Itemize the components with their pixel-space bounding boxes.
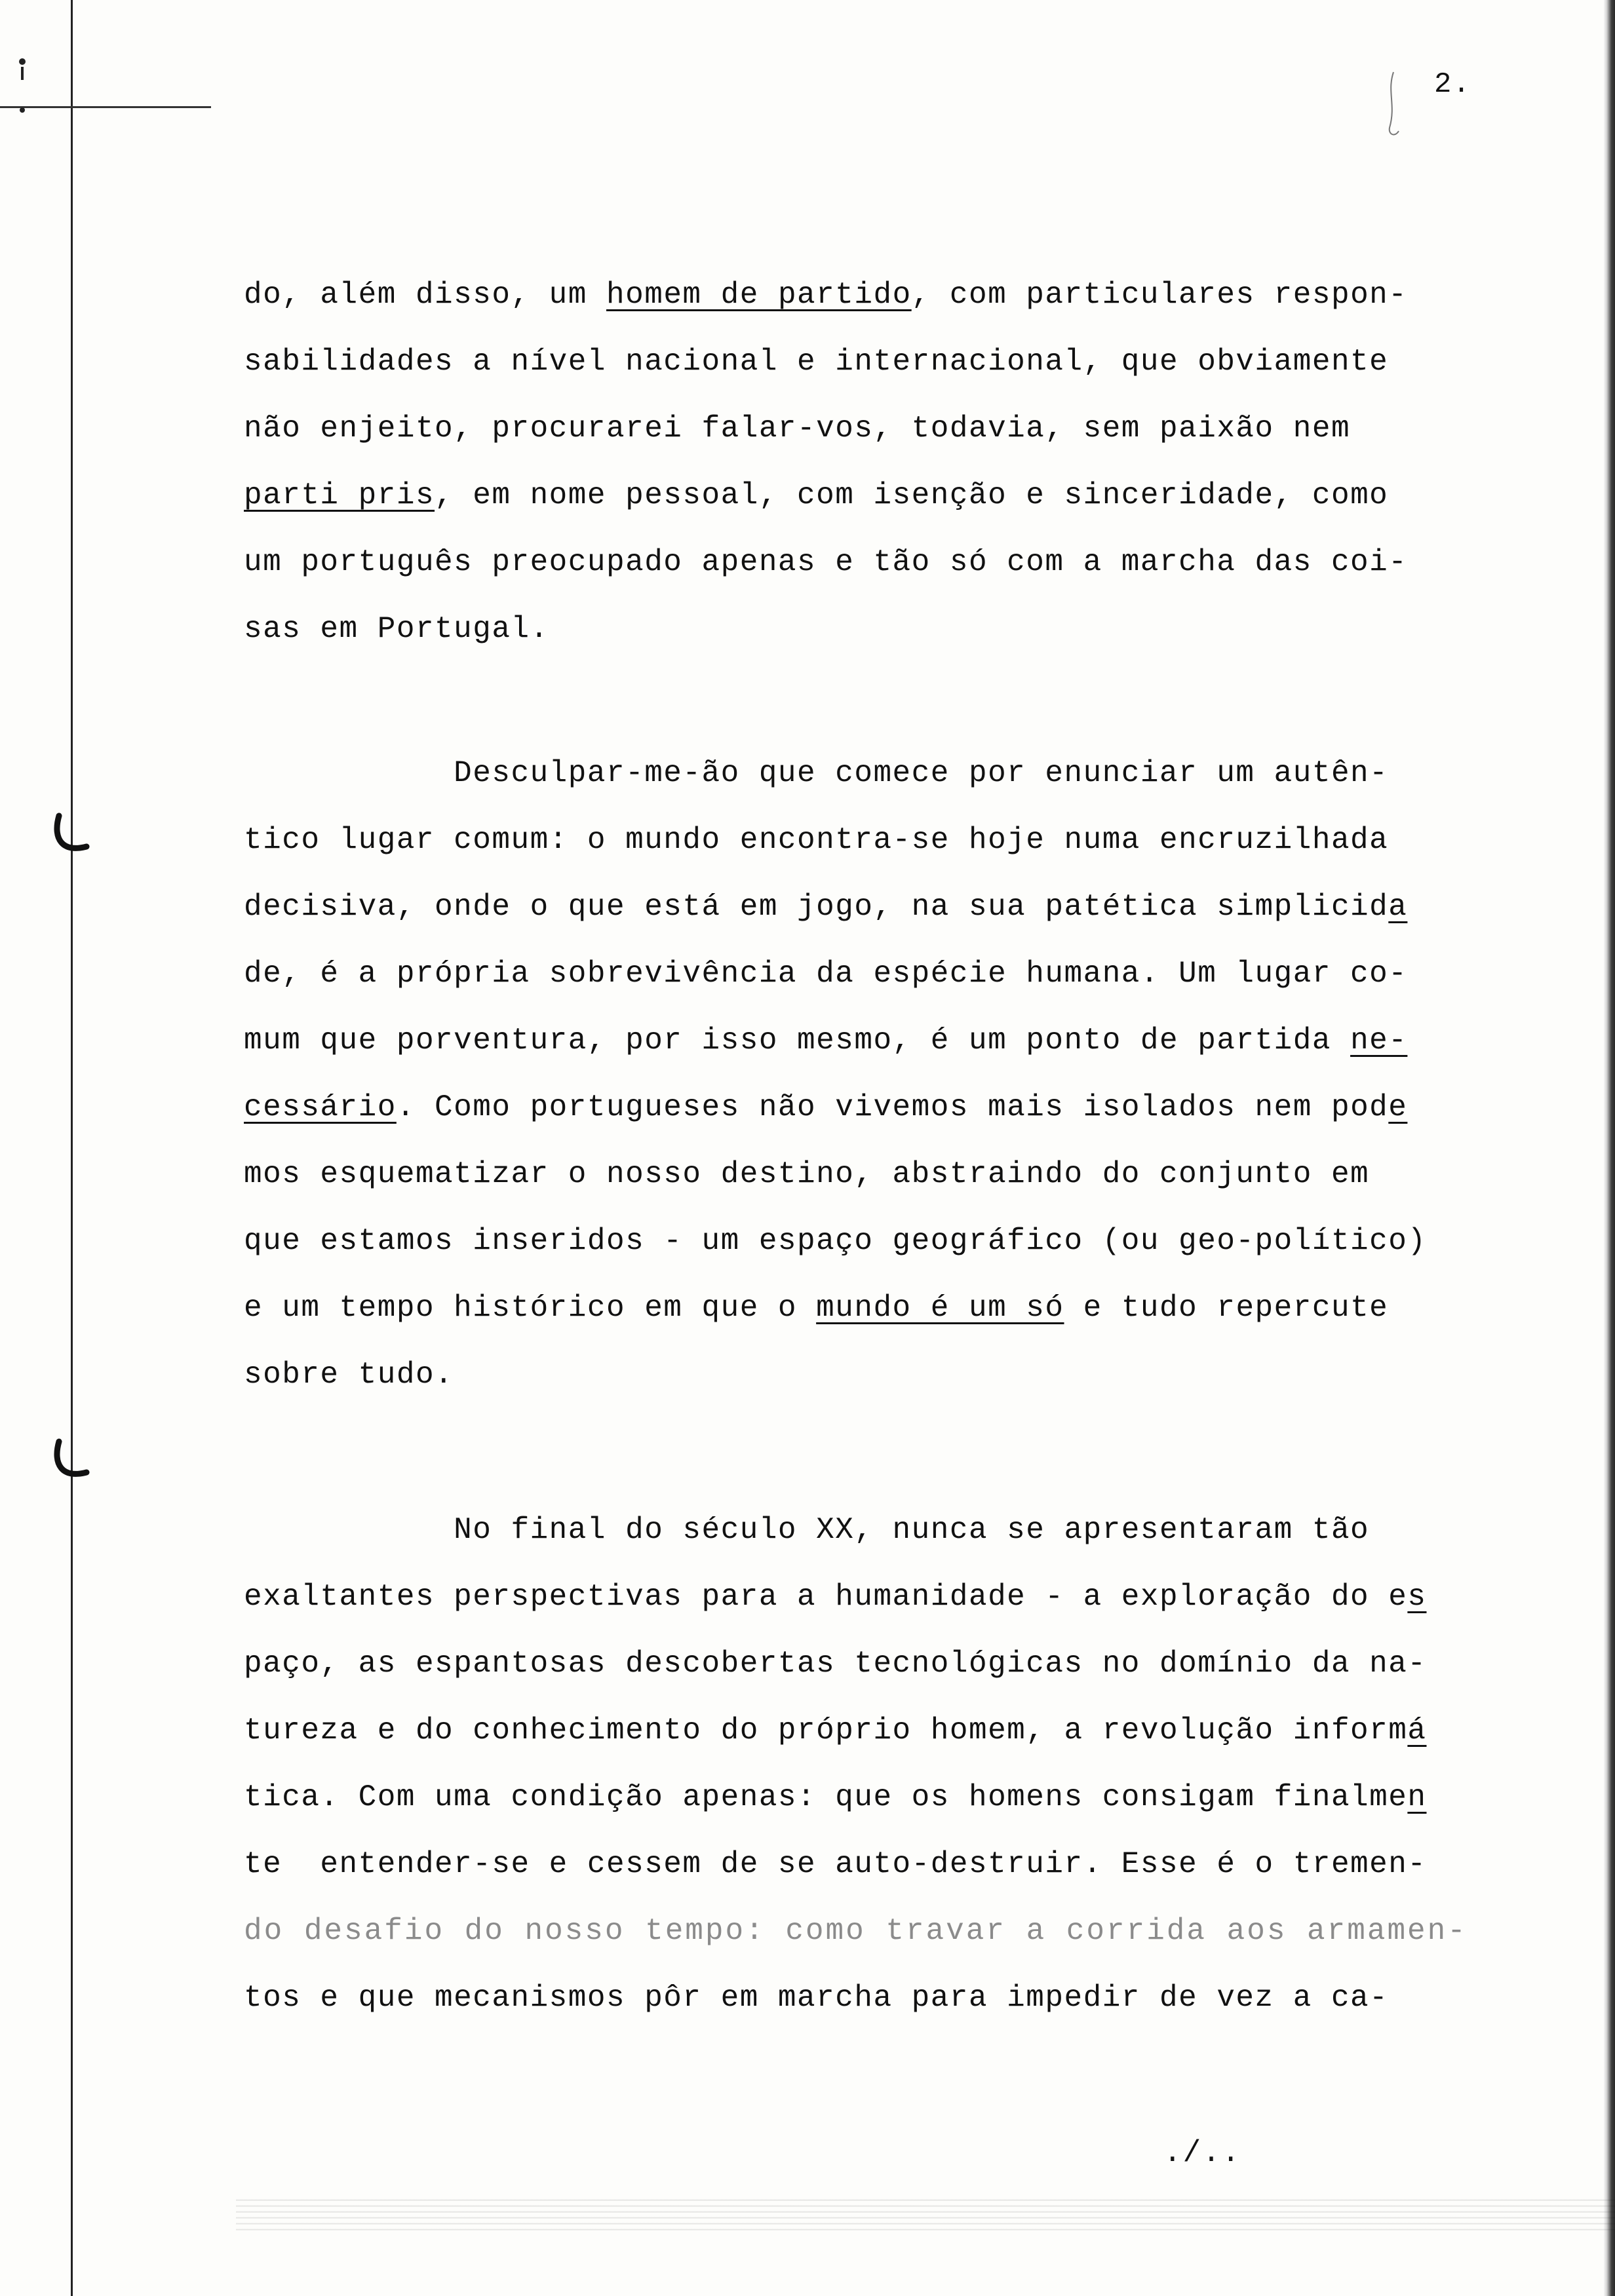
text-run: não enjeito, procurarei falar-vos, todavia, sem paixão nem <box>244 411 1351 446</box>
left-margin-rule <box>71 0 73 2296</box>
text-line <box>244 1911 1468 1951</box>
handwritten-margin-mark <box>1382 66 1408 144</box>
text-run: exaltantes perspectivas para a humanidade - a exploração do e <box>244 1580 1408 1614</box>
text-run: paço, as espantosas descobertas tecnológicas no domínio da na- <box>244 1647 1427 1681</box>
text-run: te entender-se e cessem de se auto-destruir. Esse é o tremen- <box>244 1847 1427 1881</box>
text-line <box>244 1510 1369 1550</box>
text-line <box>244 609 549 649</box>
text-line <box>244 820 1388 860</box>
text-line <box>244 1221 1426 1261</box>
text-line <box>244 1778 1426 1817</box>
underlined-text: e <box>1388 1090 1408 1124</box>
text-line <box>244 1978 1388 2018</box>
text-line <box>244 954 1407 993</box>
text-run: sas em Portugal. <box>244 612 549 646</box>
underlined-text: cessário <box>244 1090 397 1124</box>
underlined-text: á <box>1407 1713 1427 1748</box>
corner-mark <box>10 52 37 126</box>
page-number: 2. <box>1434 68 1471 101</box>
text-line <box>244 1088 1407 1127</box>
text-run: tica. Com uma condição apenas: que os homens consigam finalme <box>244 1780 1408 1814</box>
text-line <box>244 1021 1407 1060</box>
underlined-text: a <box>1388 890 1408 924</box>
text-run: e um tempo histórico em que o <box>244 1291 817 1325</box>
text-line <box>244 409 1350 448</box>
text-line <box>244 543 1407 582</box>
text-run: mum que porventura, por isso mesmo, é um ponto de partida <box>244 1024 1351 1058</box>
text-run: de, é a própria sobrevivência da espécie humana. Um lugar co- <box>244 957 1408 991</box>
text-line <box>244 275 1407 315</box>
text-run: Desculpar-me-ão que comece por enunciar um autên- <box>244 756 1389 790</box>
text-line <box>244 1711 1426 1750</box>
underlined-text: n <box>1407 1780 1427 1814</box>
text-run: , com particulares respon- <box>911 278 1408 312</box>
text-run: sobre tudo. <box>244 1358 454 1392</box>
underlined-text: s <box>1407 1580 1427 1614</box>
text-line <box>244 1288 1388 1328</box>
text-run: e tudo repercute <box>1064 1291 1389 1325</box>
underlined-text: parti pris <box>244 478 435 512</box>
text-run: tico lugar comum: o mundo encontra-se hoje numa encruzilhada <box>244 823 1389 857</box>
continuation-mark: ./.. <box>1163 2136 1241 2170</box>
text-run: , em nome pessoal, com isenção e sinceridade, como <box>435 478 1389 512</box>
text-run: tureza e do conhecimento do próprio homem, a revolução inform <box>244 1713 1408 1748</box>
text-line <box>244 887 1407 927</box>
text-run: do desafio do nosso tempo: como travar a corrida aos armamen- <box>244 1914 1468 1948</box>
text-line <box>244 1644 1426 1683</box>
text-run: sabilidades a nível nacional e internacional, que obviamente <box>244 345 1389 379</box>
underlined-text: homem de partido <box>606 278 912 312</box>
underlined-text: ne- <box>1350 1024 1408 1058</box>
text-run: decisiva, onde o que está em jogo, na sua patética simplicid <box>244 890 1389 924</box>
text-run: do, além disso, um <box>244 278 606 312</box>
scan-noise <box>236 2195 1615 2234</box>
text-line <box>244 754 1388 793</box>
punch-hole-mark <box>46 1438 92 1484</box>
underlined-text: mundo é um só <box>816 1291 1064 1325</box>
punch-hole-mark <box>46 813 92 858</box>
scanned-right-edge <box>1603 0 1615 2296</box>
text-run: . Como portugueses não vivemos mais isolados nem pod <box>396 1090 1389 1124</box>
text-line <box>244 476 1388 515</box>
text-run: tos e que mecanismos pôr em marcha para impedir de vez a ca- <box>244 1981 1389 2015</box>
text-line <box>244 1355 454 1394</box>
text-line <box>244 342 1388 381</box>
text-line <box>244 1155 1369 1194</box>
text-run: mos esquematizar o nosso destino, abstraindo do conjunto em <box>244 1157 1370 1191</box>
text-run: um português preocupado apenas e tão só com a marcha das coi- <box>244 545 1408 579</box>
text-line <box>244 1577 1426 1617</box>
text-run: No final do século XX, nunca se apresentaram tão <box>244 1513 1370 1547</box>
text-run: que estamos inseridos - um espaço geográfico (ou geo-político) <box>244 1224 1427 1258</box>
text-line <box>244 1845 1426 1884</box>
